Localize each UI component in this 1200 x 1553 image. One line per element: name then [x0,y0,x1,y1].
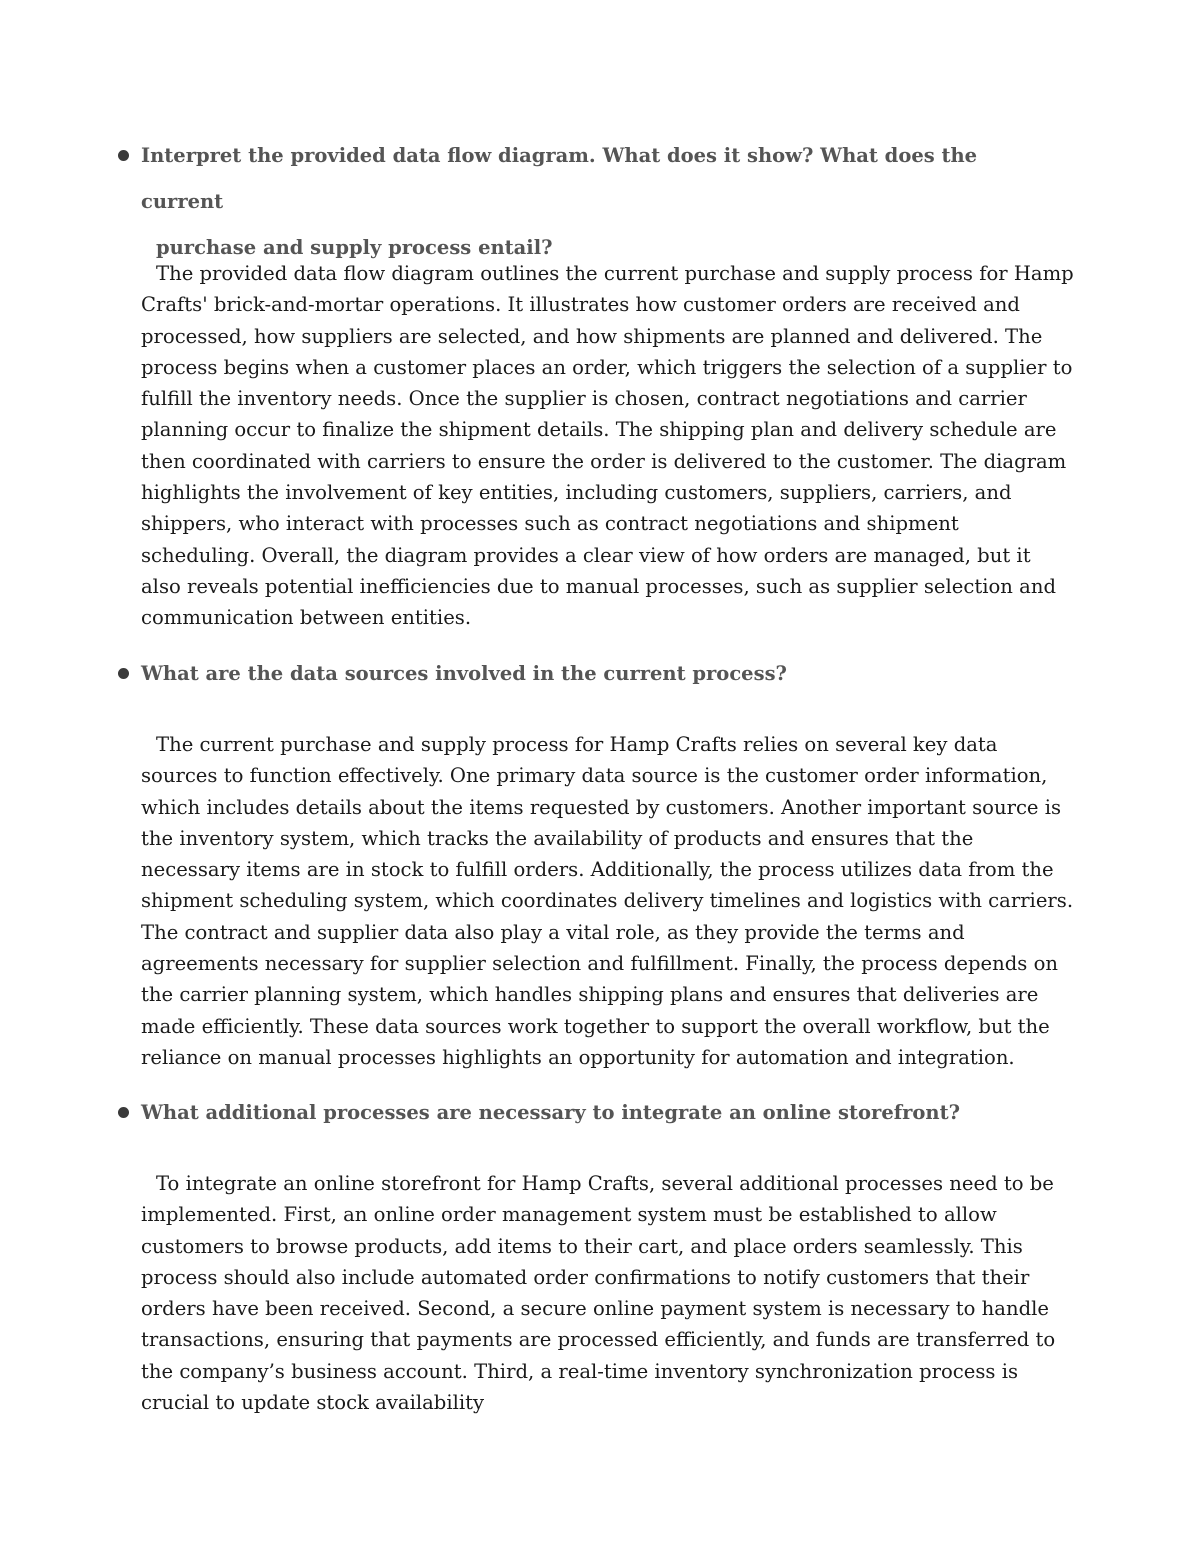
answer-paragraph-1: The provided data flow diagram outlines the current purchase and supply process for Hamp Crafts' brick-and-mortar operations. It illustrates how customer orders are received and processed, how suppliers are selected, and how shipments are planned and delivered. The process begins when a customer places an order, which triggers the selection of a supplier to fulfill the inventory needs. Once the supplier is chosen, contract negotiations and carrier planning occur to finalize the shipment details. The shipping plan and delivery schedule are then coordinated with carriers to ensure the order is delivered to the customer. The diagram highlights the involvement of key entities, including customers, suppliers, carriers, and shippers, who interact with processes such as contract negotiations and shipment scheduling. Overall, the diagram provides a clear view of how orders are managed, but it also reveals potential inefficiencies due to manual processes, such as supplier selection and communication between entities. [141,262,1074,630]
bullet-icon [118,668,129,679]
question-line: What are the data sources involved in the current process? [141,662,787,685]
bullet-icon [118,150,129,161]
question-line: Interpret the provided data flow diagram. What does it show? What does the current [141,144,978,213]
question-line: What additional processes are necessary to integrate an online storefront? [141,1101,960,1124]
question-heading-2 [141,651,1041,697]
answer-paragraph-3: To integrate an online storefront for Hamp Crafts, several additional processes need to be implemented. First, an online order management system must be established to allow customers to browse products, add items to their cart, and place orders seamlessly. This process should also include automated order confirmations to notify customers that their orders have been received. Second, a secure online payment system is necessary to handle transactions, ensuring that payments are processed efficiently, and funds are transferred to the company’s business account. Third, a real-time inventory synchronization process is crucial to update stock availability [141,1172,1056,1415]
question-heading-1 [141,133,1041,271]
bullet-icon [118,1107,129,1118]
answer-paragraph-2: The current purchase and supply process for Hamp Crafts relies on several key data sources to function effectively. One primary data source is the customer order information, which includes details about the items requested by customers. Another important source is the inventory system, which tracks the availability of products and ensures that the necessary items are in stock to fulfill orders. Additionally, the process utilizes data from the shipment scheduling system, which coordinates delivery timelines and logistics with carriers. The contract and supplier data also play a vital role, as they provide the terms and agreements necessary for supplier selection and fulfillment. Finally, the process depends on the carrier planning system, which handles shipping plans and ensures that deliveries are made efficiently. These data sources work together to support the overall workflow, but the reliance on manual processes highlights an opportunity for automation and integration. [141,733,1074,1069]
question-heading-3 [141,1090,1041,1136]
question-line-continued: purchase and supply process entail? [156,236,553,259]
